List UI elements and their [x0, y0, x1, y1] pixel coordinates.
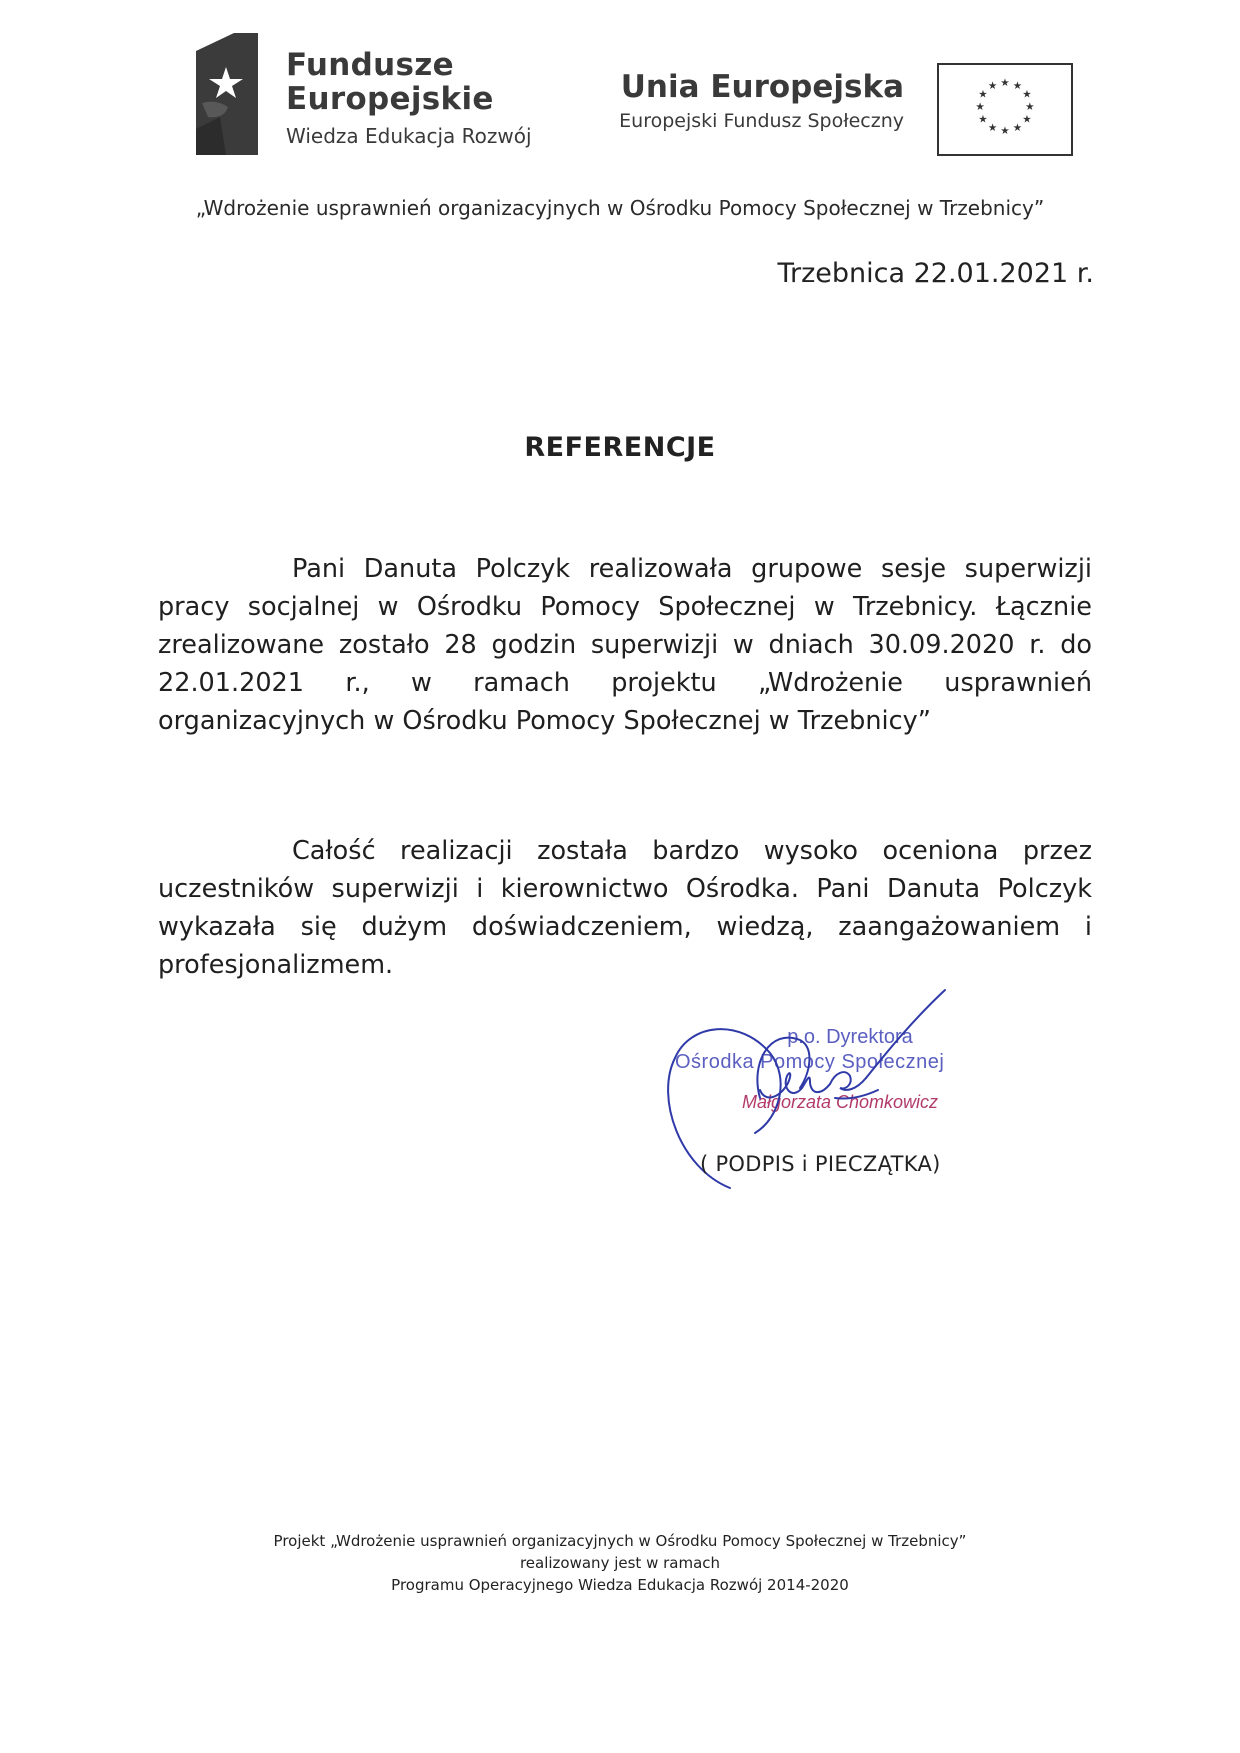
document-title: REFERENCJE — [524, 432, 716, 463]
svg-text:★: ★ — [978, 88, 988, 101]
svg-text:★: ★ — [978, 113, 988, 126]
document-date: Trzebnica 22.01.2021 r. — [777, 258, 1094, 289]
svg-text:★: ★ — [1012, 122, 1023, 135]
svg-text:★: ★ — [987, 122, 998, 135]
signature-caption: ( PODPIS i PIECZĄTKA) — [700, 1152, 941, 1176]
ue-logo-line1: Unia Europejska — [620, 69, 904, 105]
body-paragraph-2: Całość realizacji została bardzo wysoko oceniona przez uczestników superwizji i kierownictwo Ośrodka. Pani Danuta Polczyk wykazała się dużym doświadczeniem, wiedzą, zaangażowaniem i profesjonalizmem. — [158, 836, 1092, 980]
footer-line3: Programu Operacyjnego Wiedza Edukacja Rozwój 2014-2020 — [391, 1576, 849, 1594]
svg-text:★: ★ — [975, 100, 985, 113]
fe-logo-line3: Wiedza Edukacja Rozwój — [286, 124, 532, 148]
project-title: „Wdrożenie usprawnień organizacyjnych w Ośrodku Pomocy Społecznej w Trzebnicy” — [195, 196, 1045, 220]
svg-text:★: ★ — [1022, 113, 1032, 126]
fe-logo-line1: Fundusze — [286, 47, 454, 83]
footer-line2: realizowany jest w ramach — [519, 1554, 721, 1572]
footer-line1: Projekt „Wdrożenie usprawnień organizacyjnych w Ośrodku Pomocy Społecznej w Trzebnicy” — [273, 1532, 967, 1550]
svg-text:★: ★ — [1000, 77, 1010, 90]
stamp-line1: p.o. Dyrektora — [787, 1026, 913, 1048]
ue-logo-line2: Europejski Fundusz Społeczny — [619, 110, 904, 132]
stamp-line2: Ośrodka Pomocy Społecznej — [675, 1051, 945, 1073]
svg-text:★: ★ — [1000, 124, 1010, 137]
svg-text:★: ★ — [1025, 100, 1035, 113]
svg-text:★: ★ — [1012, 79, 1023, 92]
body-paragraph-1: Pani Danuta Polczyk realizowała grupowe sesje superwizji pracy socjalnej w Ośrodku Pomocy Społecznej w Trzebnicy. Łącznie zrealizowane zostało 28 godzin superwizji w dniach 30.09.2020 r. do 22.01.2021 r., w ramach projektu „Wdrożenie usprawnień organizacyjnych w Ośrodku Pomocy Społecznej w Trzebnicy” — [158, 554, 1092, 736]
fe-logo-line2: Europejskie — [286, 81, 494, 117]
svg-text:★: ★ — [987, 79, 998, 92]
unia-europejska-logo-text — [619, 69, 904, 132]
fundusze-europejskie-star-icon — [196, 33, 258, 155]
fundusze-europejskie-logo-text — [286, 47, 532, 148]
eu-flag-stars-icon — [937, 63, 1073, 156]
svg-text:★: ★ — [1022, 88, 1032, 101]
stamp-line3: Małgorzata Chomkowicz — [741, 1092, 939, 1112]
footer-note — [0, 1530, 1240, 1596]
